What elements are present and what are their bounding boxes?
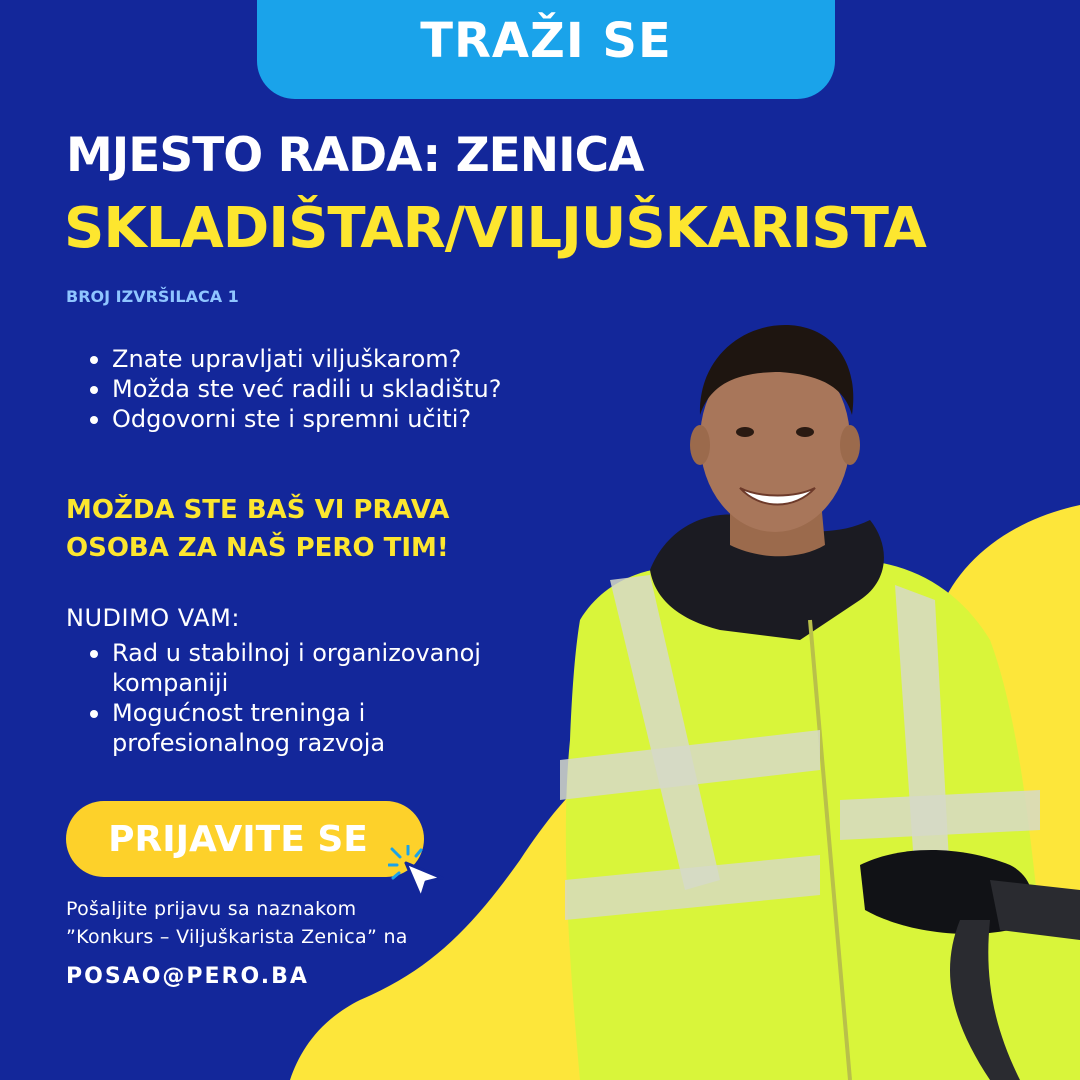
apply-button[interactable] xyxy=(66,801,424,877)
contact-email-link[interactable]: POSAO@PERO.BA xyxy=(66,964,309,989)
worker-photo xyxy=(520,320,1080,1080)
offer-heading: NUDIMO VAM: xyxy=(66,604,240,632)
list-item: Mogućnost treninga i profesionalnog razvoja xyxy=(86,698,526,758)
list-item: Rad u stabilnoj i organizovanoj kompaniji xyxy=(86,638,526,698)
application-note-line-2: ”Konkurs – Viljuškarista Zenica” na xyxy=(66,926,408,948)
hiring-banner xyxy=(257,0,835,99)
question-list xyxy=(86,344,501,434)
tagline-line-2: OSOBA ZA NAŠ PERO TIM! xyxy=(66,533,449,563)
list-item: Možda ste već radili u skladištu? xyxy=(86,374,501,404)
openings-count: BROJ IZVRŠILACA 1 xyxy=(66,287,239,306)
apply-button-label: PRIJAVITE SE xyxy=(108,818,368,860)
offer-list xyxy=(86,638,526,758)
application-note xyxy=(66,895,526,951)
application-note-line-1: Pošaljite prijavu sa naznakom xyxy=(66,898,357,920)
list-item: Znate upravljati viljuškarom? xyxy=(86,344,501,374)
tagline-line-1: MOŽDA STE BAŠ VI PRAVA xyxy=(66,495,450,525)
list-item: Odgovorni ste i spremni učiti? xyxy=(86,404,501,434)
job-title: SKLADIŠTAR/VILJUŠKARISTA xyxy=(64,196,926,261)
tagline xyxy=(66,491,526,567)
hiring-banner-label: TRAŽI SE xyxy=(420,13,672,69)
work-location-heading: MJESTO RADA: ZENICA xyxy=(66,128,644,183)
